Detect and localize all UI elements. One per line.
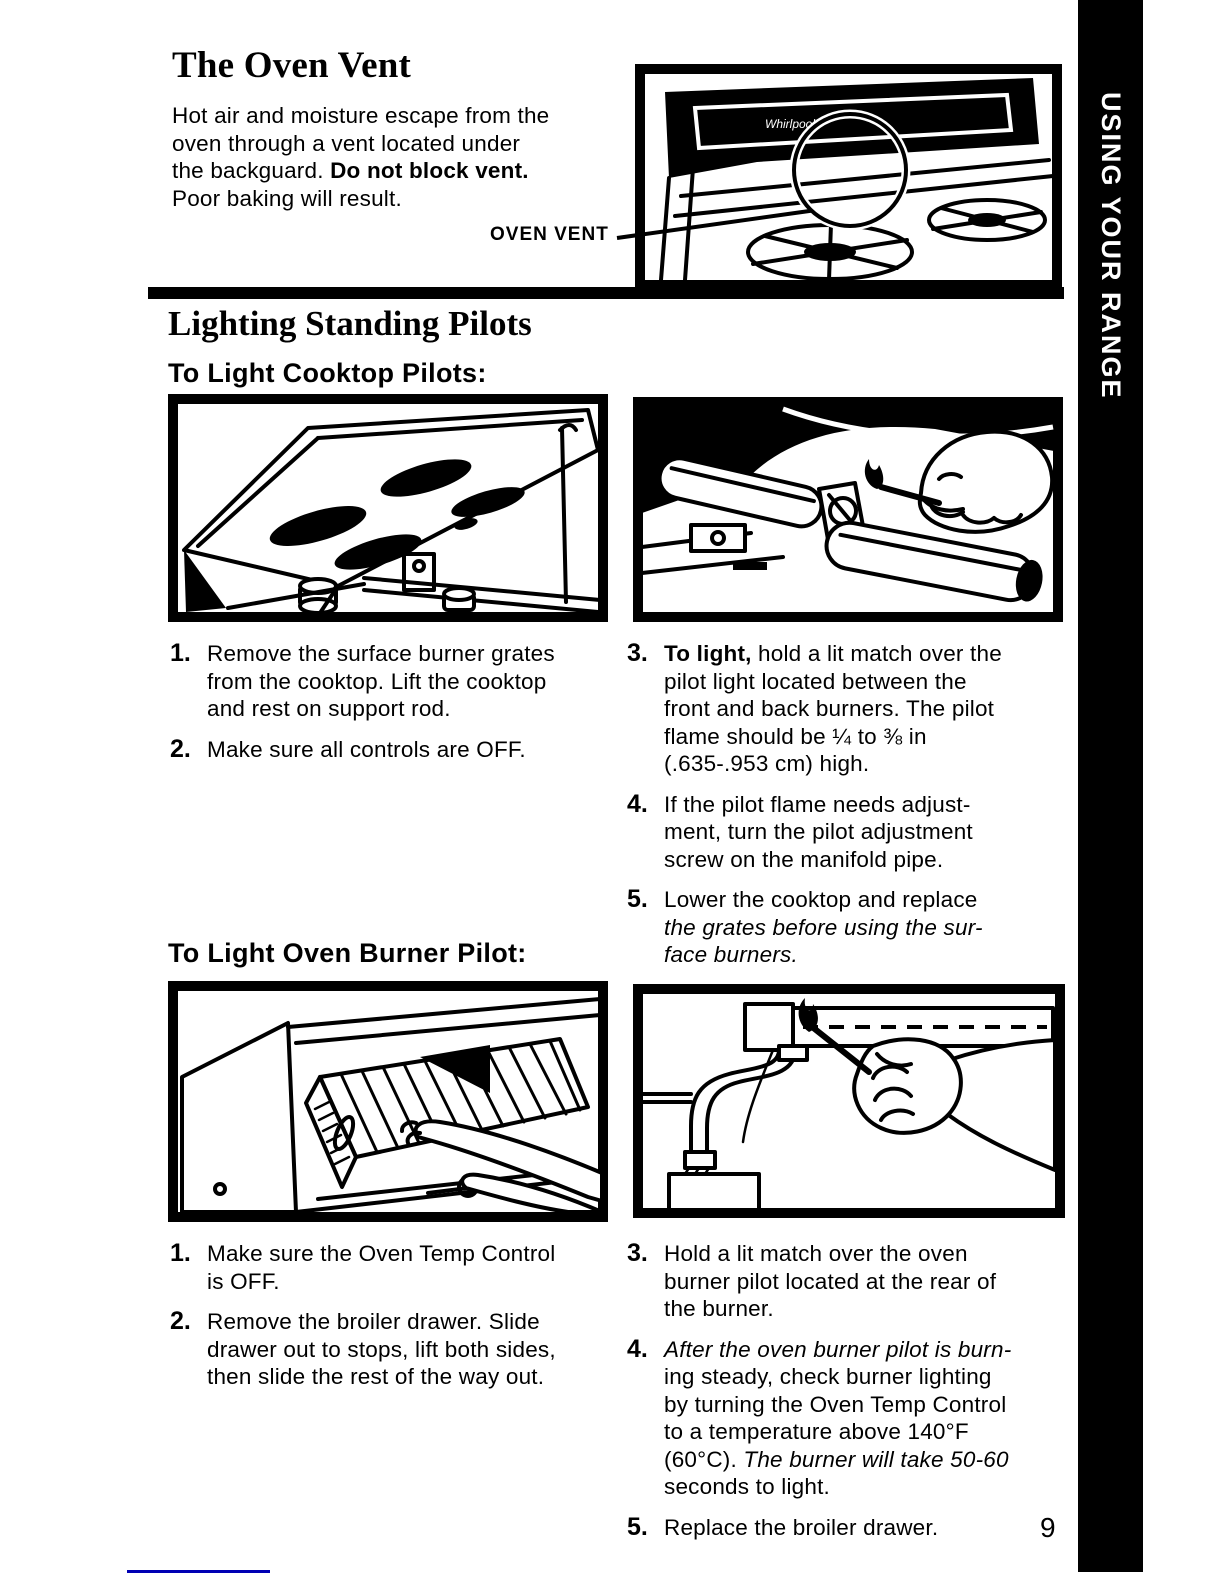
- text-line: If the pilot flame needs adjust-: [664, 791, 971, 817]
- cooktop-steps-left: [170, 640, 625, 763]
- step-number: 3.: [627, 1239, 648, 1267]
- step-number: 4.: [627, 789, 648, 818]
- step-text: [664, 791, 973, 874]
- section-divider: [148, 287, 1064, 299]
- text-line: (.635-.953 cm) high.: [664, 751, 870, 776]
- step-text: [207, 1308, 556, 1391]
- illustration-broiler-drawer: [168, 981, 608, 1222]
- cooktop-lifted-illustration: [168, 394, 608, 622]
- text-line: Make sure the Oven Temp Control: [207, 1241, 556, 1266]
- text-line: the grates before using the sur-: [664, 914, 983, 940]
- instruction-step: [627, 1336, 1077, 1501]
- step-number: 5.: [627, 1512, 648, 1541]
- step-text: [207, 1240, 555, 1295]
- step-number: 2.: [170, 734, 191, 763]
- text-line: the burner.: [664, 1296, 774, 1321]
- instruction-step: [627, 640, 1072, 778]
- oven-vent-callout: OVEN VENT: [490, 224, 609, 245]
- step-text: [664, 886, 983, 969]
- illustration-oven-vent: [635, 64, 1062, 290]
- section-tab: [1078, 0, 1143, 1572]
- text-line: Remove the broiler drawer. Slide: [207, 1309, 540, 1334]
- oven-steps-right: [627, 1240, 1077, 1541]
- step-text: [207, 736, 526, 764]
- text-line: After the oven burner pilot is burn-: [664, 1336, 1012, 1362]
- text-line: Lower the cooktop and replace: [664, 887, 978, 912]
- instruction-step: [170, 1308, 625, 1391]
- text-line: seconds to light.: [664, 1474, 830, 1499]
- instruction-step: [170, 640, 625, 723]
- text-line: the backguard. Do not block vent.: [172, 158, 529, 183]
- section-tab-label: USING YOUR RANGE: [1096, 92, 1126, 400]
- instruction-step: [627, 1240, 1077, 1323]
- illustration-oven-pilot-match: [633, 984, 1065, 1218]
- text-line: burner pilot located at the rear of: [664, 1268, 997, 1294]
- instruction-step: [170, 736, 625, 764]
- text-line: flame should be ¼ to ⅜ in: [664, 723, 927, 749]
- illustration-cooktop-lifted: [168, 394, 608, 622]
- bottom-accent-line: [127, 1570, 270, 1573]
- text-line: to a temperature above 140°F: [664, 1419, 969, 1444]
- text-line: face burners.: [664, 942, 798, 967]
- instruction-step: [627, 1514, 1077, 1542]
- text-line: Hold a lit match over the oven: [664, 1241, 968, 1266]
- text-line: ing steady, check burner lighting: [664, 1364, 992, 1389]
- step-number: 2.: [170, 1307, 191, 1335]
- step-text: [207, 640, 555, 723]
- text-line: Remove the surface burner grates: [207, 641, 555, 666]
- instruction-step: [170, 1240, 625, 1295]
- text-line: Make sure all controls are OFF.: [207, 736, 526, 762]
- step-text: [664, 1514, 938, 1542]
- cooktop-pilot-match-illustration: [633, 397, 1063, 622]
- text-line: To light, hold a lit match over the: [664, 641, 1002, 666]
- text-line: Hot air and moisture escape from the: [172, 103, 550, 128]
- cooktop-pilots-heading: To Light Cooktop Pilots:: [168, 358, 487, 388]
- text-line: drawer out to stops, lift both sides,: [207, 1336, 556, 1362]
- cooktop-steps-right: [627, 640, 1072, 969]
- instruction-step: [627, 791, 1072, 874]
- oven-pilot-heading: To Light Oven Burner Pilot:: [168, 938, 527, 968]
- step-number: 5.: [627, 885, 648, 913]
- broiler-drawer-illustration: [168, 981, 608, 1222]
- text-line: and rest on support rod.: [207, 696, 451, 721]
- step-text: [664, 1240, 996, 1323]
- text-line: ment, turn the pilot adjustment: [664, 819, 973, 844]
- step-number: 1.: [170, 639, 191, 667]
- text-line: (60°C). The burner will take 50-60: [664, 1446, 1009, 1472]
- illustration-cooktop-pilot-match: [633, 397, 1063, 622]
- page-title: The Oven Vent: [172, 45, 412, 86]
- text-line: by turning the Oven Temp Control: [664, 1391, 1007, 1417]
- step-number: 1.: [170, 1239, 191, 1267]
- text-line: is OFF.: [207, 1268, 280, 1294]
- step-text: [664, 640, 1002, 778]
- text-line: Replace the broiler drawer.: [664, 1514, 939, 1540]
- oven-vent-paragraph: [172, 102, 549, 212]
- text-line: screw on the manifold pipe.: [664, 846, 944, 872]
- page-number: 9: [1040, 1512, 1056, 1543]
- section-title: Lighting Standing Pilots: [168, 304, 532, 343]
- instruction-step: [627, 886, 1072, 969]
- text-line: front and back burners. The pilot: [664, 696, 995, 721]
- text-line: pilot light located between the: [664, 668, 967, 694]
- oven-steps-left: [170, 1240, 625, 1391]
- range-backguard-vent-illustration: [635, 64, 1062, 290]
- brand-logo: Whirlpool: [765, 117, 816, 131]
- oven-pilot-match-illustration: [633, 984, 1065, 1218]
- text-line: oven through a vent located under: [172, 130, 521, 156]
- text-line: Poor baking will result.: [172, 185, 402, 211]
- step-number: 4.: [627, 1334, 648, 1363]
- text-line: then slide the rest of the way out.: [207, 1364, 545, 1389]
- step-text: [664, 1336, 1011, 1501]
- text-line: from the cooktop. Lift the cooktop: [207, 668, 547, 694]
- step-number: 3.: [627, 639, 648, 667]
